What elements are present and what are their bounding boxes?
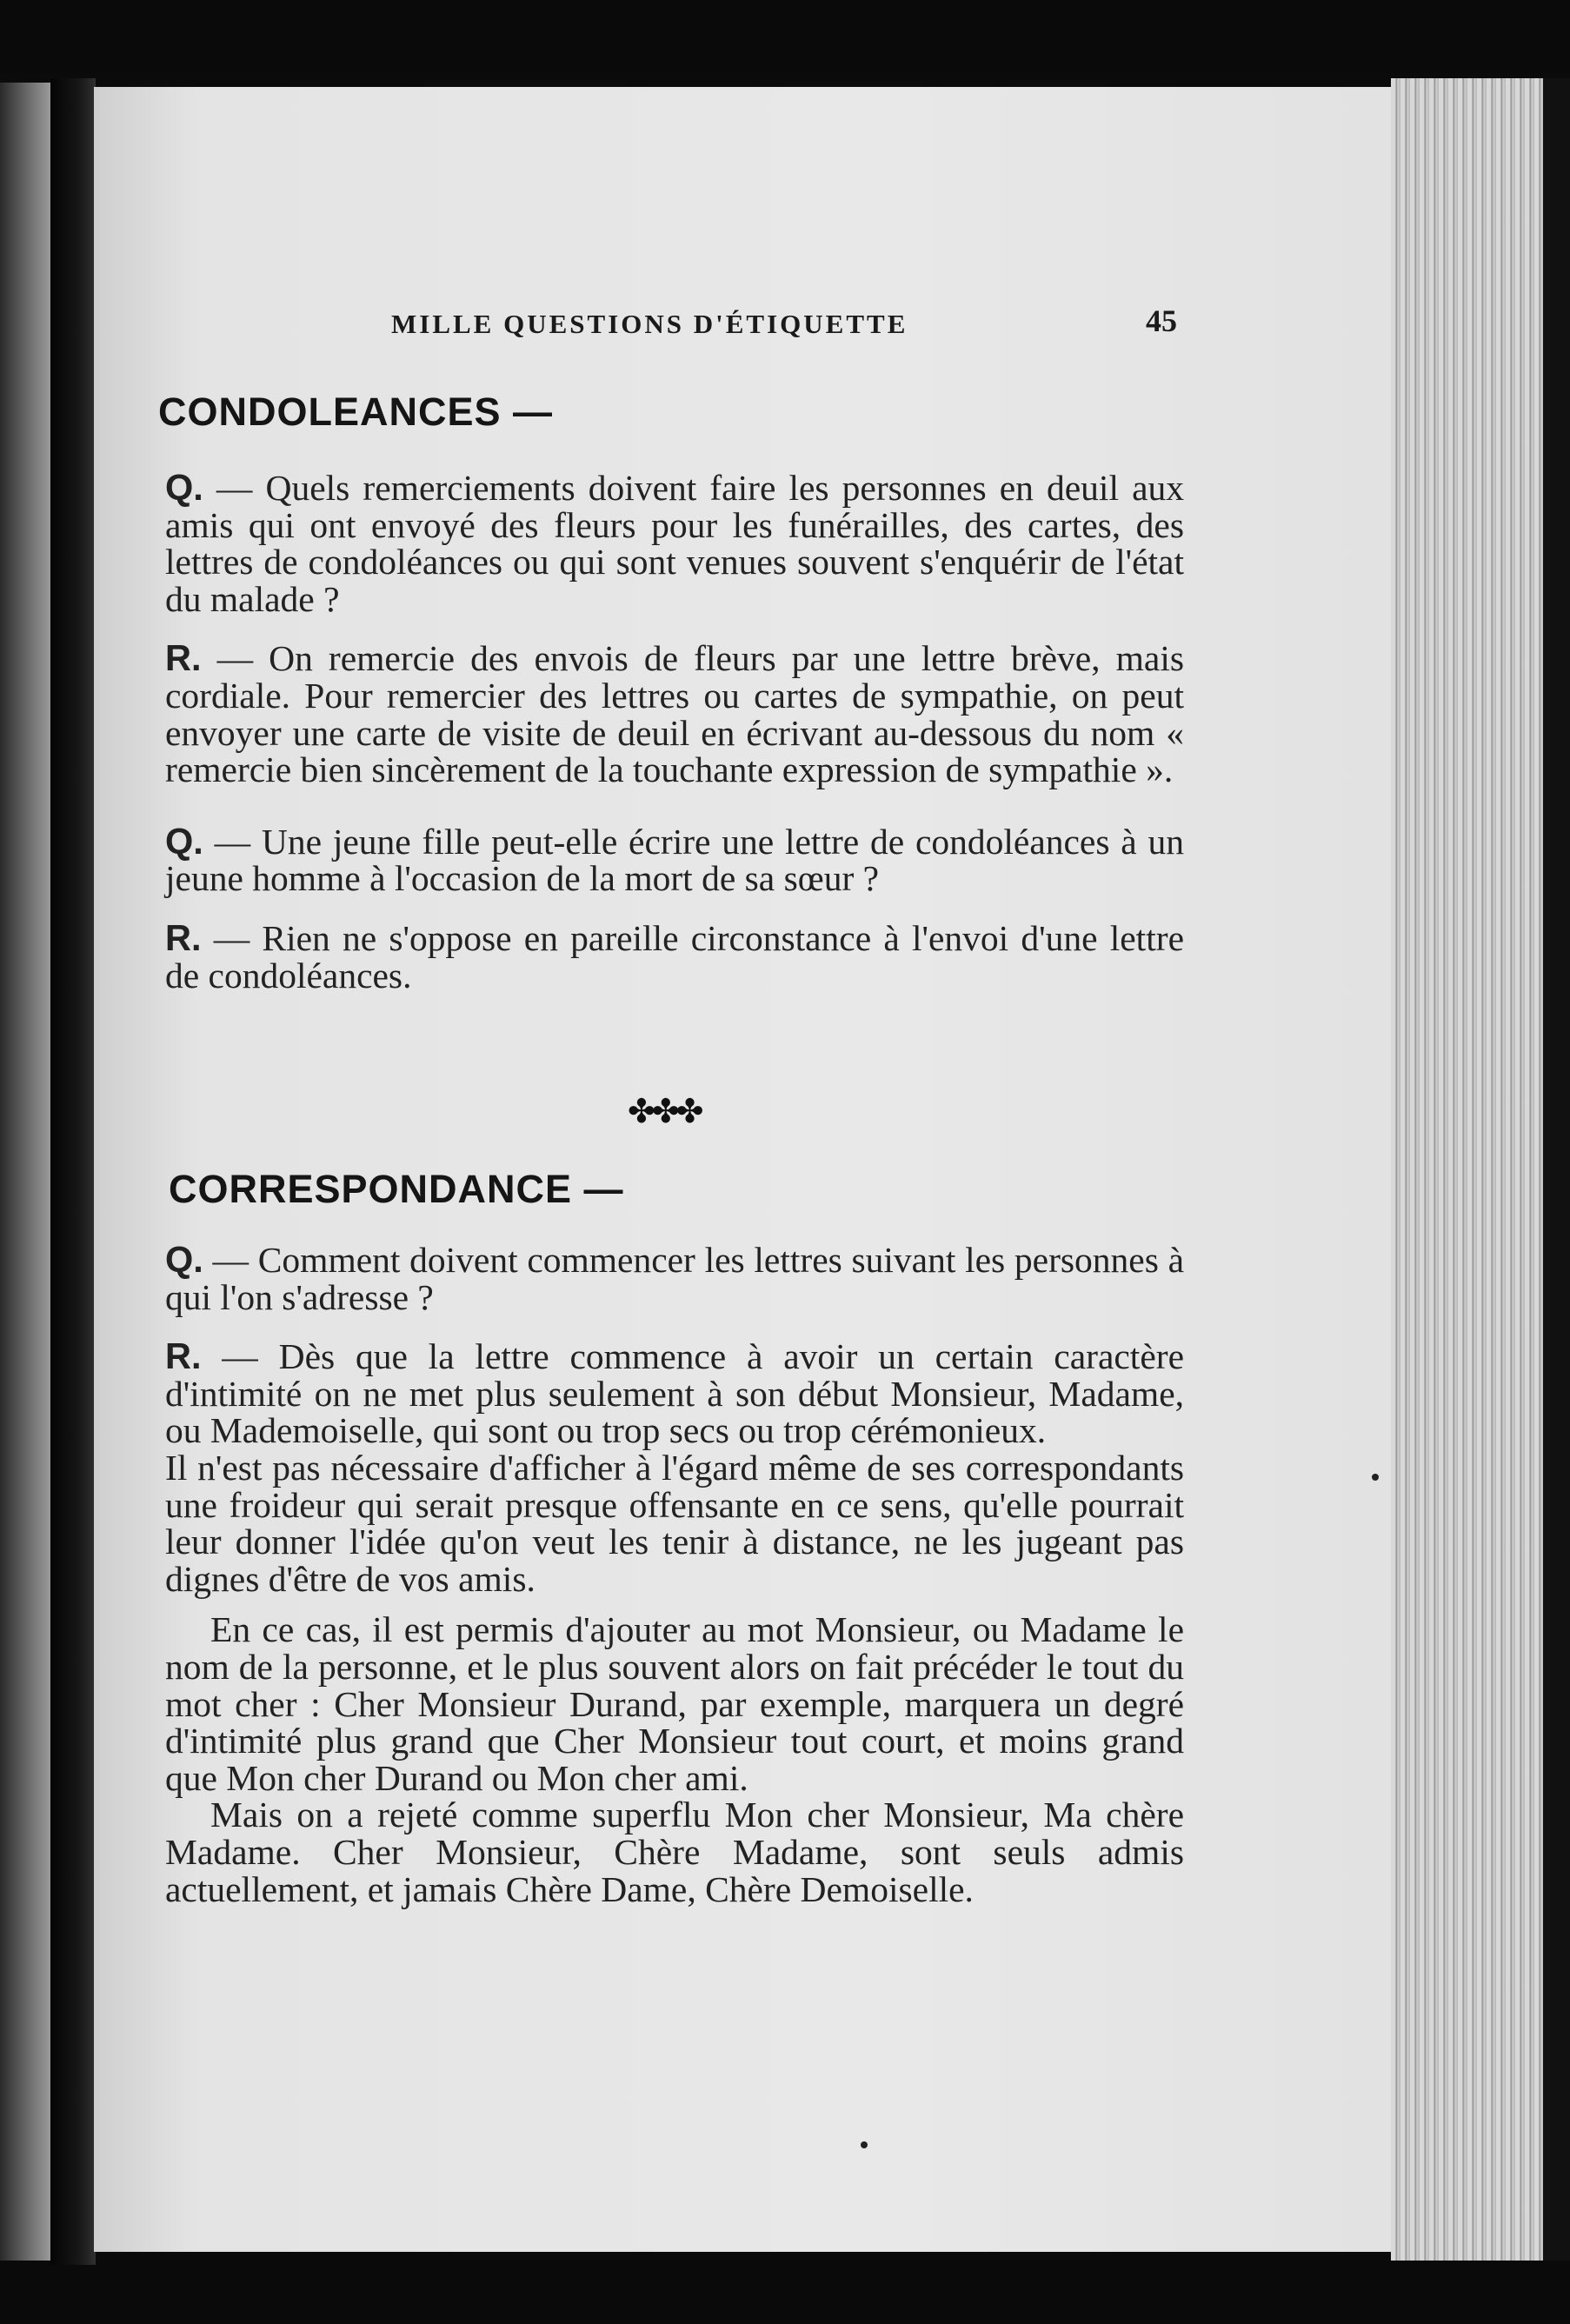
film-border-top — [0, 0, 1570, 74]
answer-marker: R. — [165, 637, 202, 679]
body-paragraph: Il n'est pas nécessaire d'afficher à l'égard même de ses correspondants une froideur qui serait presque offensante en ce sens, qu'elle pourrait leur donner l'idée qu'on veut les tenir à distance, ne les jugeant pas dignes d'être de vos amis. — [165, 1447, 1184, 1599]
paragraph-text: — Une jeune fille peut-elle écrire une lettre de condoléances à un jeune homme à l'occasion de la mort de sa sœur ? — [165, 821, 1184, 899]
question-paragraph — [165, 1239, 1184, 1317]
question-paragraph — [165, 469, 1184, 617]
speck-mark — [861, 2141, 868, 2148]
running-head: MILLE QUESTIONS D'ÉTIQUETTE — [391, 309, 908, 339]
paragraph-text: — Rien ne s'oppose en pareille circonstance à l'envoi d'une lettre de condoléances. — [165, 917, 1184, 996]
book-spine — [50, 78, 96, 2265]
paragraph-text: — Comment doivent commencer les lettres suivant les personnes à qui l'on s'adresse ? — [165, 1240, 1184, 1317]
answer-paragraph — [165, 637, 1184, 790]
answer-paragraph — [165, 1335, 1184, 1451]
section-title-condoleances: CONDOLEANCES — — [158, 390, 554, 434]
left-page-edge — [0, 83, 50, 2261]
section-title-correspondance: CORRESPONDANCE — — [169, 1167, 624, 1211]
right-shadow — [1543, 78, 1570, 2261]
answer-marker: R. — [165, 1335, 202, 1377]
question-marker: Q. — [165, 467, 203, 508]
paragraph-text: — Dès que la lettre commence à avoir un certain caractère d'intimité on ne met plus seulement à son début Monsieur, Madame, ou Mademoiselle, qui sont ou trop secs ou trop cérémonieux. — [165, 1336, 1184, 1451]
section-ornament: ✤✤✤ — [628, 1094, 701, 1130]
answer-marker: R. — [165, 916, 202, 958]
page-number: 45 — [1146, 303, 1177, 338]
section-body-correspondance — [165, 1239, 1184, 1909]
paragraph-text: — Quels remerciements doivent faire les personnes en deuil aux amis qui ont envoyé des fleurs pour les funérailles, des cartes, des lettres de condoléances ou qui sont venues souvent s'enquérir de l'état du malade ? — [165, 468, 1184, 619]
body-paragraph: En ce cas, il est permis d'ajouter au mot Monsieur, ou Madame le nom de la personne, et le plus souvent alors on fait précéder le tout du mot cher : Cher Monsieur Durand, par exemple, marquera un degré d'intimité plus grand que Cher Monsieur tout court, et moins grand que Mon cher Durand ou Mon cher ami. — [165, 1609, 1184, 1798]
film-border-bottom — [0, 2261, 1570, 2324]
question-paragraph — [165, 820, 1184, 899]
question-marker: Q. — [165, 1239, 203, 1280]
question-marker: Q. — [165, 820, 203, 862]
body-paragraph: Mais on a rejeté comme superflu Mon cher Monsieur, Ma chère Madame. Cher Monsieur, Chère Madame, sont seuls admis actuellement, et jamais Chère Dame, Chère Demoiselle. — [165, 1795, 1184, 1909]
section-body-condoleances — [165, 469, 1184, 994]
answer-paragraph — [165, 916, 1184, 996]
speck-mark — [1372, 1474, 1379, 1481]
page-stack-edges — [1391, 78, 1543, 2261]
paragraph-text: — On remercie des envois de fleurs par une lettre brève, mais cordiale. Pour remercier des lettres ou cartes de sympathie, on peut envoyer une carte de visite de deuil en écrivant au-dessous du nom « remercie bien sincèrement de la touchante expression de sympathie ». — [165, 638, 1184, 790]
